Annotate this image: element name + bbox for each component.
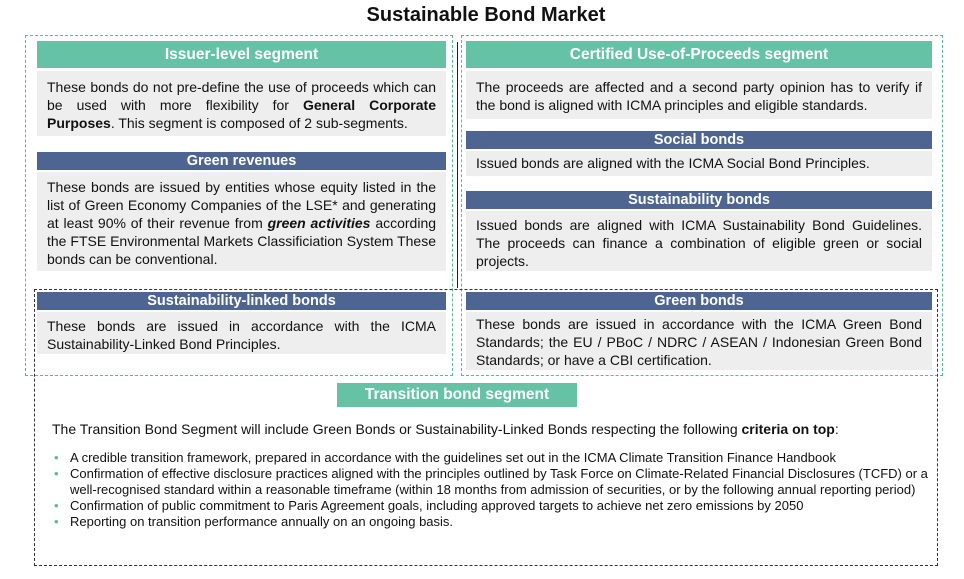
issuer-text-b: General Corporate Purposes: [47, 97, 436, 131]
green-revenues-text-a: These bonds are issued by entities whose equity listed in the list of Green Economy Companies of the LSE* and generating at least 90% of their revenue from: [47, 179, 436, 231]
list-item: [52, 514, 928, 530]
green-revenues-text-c: according the FTSE Environmental Markets Classificiation System These bonds can be conventional.: [47, 215, 437, 267]
column-divider: [457, 42, 458, 288]
list-item-text: A credible transition framework, prepared in accordance with the guidelines set out in the ICMA Climate Transition Finance Handbook: [70, 450, 836, 465]
social-bonds-header: Social bonds: [466, 131, 932, 149]
green-revenues-header: Green revenues: [37, 152, 446, 170]
certified-text: The proceeds are affected and a second party opinion has to verify if the bond is aligned with ICMA principles and eligible standards.: [466, 71, 932, 119]
list-item-text: Reporting on transition performance annually on an ongoing basis.: [70, 514, 454, 529]
transition-intro-a: The Transition Bond Segment will include Green Bonds or Sustainability-Linked Bonds respecting the following: [52, 421, 742, 437]
issuer-text-c: . This segment is composed of 2 sub-segments.: [110, 115, 408, 131]
bullet-icon: •: [54, 450, 59, 465]
bullet-icon: •: [54, 514, 59, 529]
transition-criteria-list: [52, 450, 928, 530]
issuer-text-a: These bonds do not pre-define the use of proceeds which can be used with more flexibility for: [47, 79, 436, 113]
list-item-text: Confirmation of public commitment to Paris Agreement goals, including approved targets to achieve net zero emissions by 2050: [70, 498, 804, 513]
list-item-text: Confirmation of effective disclosure practices aligned with the principles outlined by Task Force on Climate-Related Financial Disclosures (TCFD) or a well-recognised standard within a reasonable timeframe (within 18 months from admission of securities, or by the following annual reporting period): [70, 466, 928, 497]
page-title: Sustainable Bond Market: [366, 4, 606, 26]
issuer-level-header: Issuer-level segment: [37, 41, 446, 68]
sustainability-bonds-text: Issued bonds are aligned with ICMA Sustainability Bond Guidelines. The proceeds can finance a combination of eligible green or social projects.: [466, 211, 932, 271]
list-item: [52, 498, 928, 514]
transition-intro: [52, 420, 932, 438]
transition-intro-b: criteria on top: [741, 421, 835, 437]
bullet-icon: •: [54, 466, 59, 481]
transition-header: Transition bond segment: [337, 383, 577, 407]
sll-text: These bonds are issued in accordance with the ICMA Sustainability-Linked Bond Principles.: [37, 312, 446, 354]
green-revenues-text: [37, 172, 446, 271]
green-bonds-text: These bonds are issued in accordance with the ICMA Green Bond Standards; the EU / PBoC / NDRC / ASEAN / Indonesian Green Bond Standards; or have a CBI certification.: [466, 312, 932, 370]
transition-intro-c: :: [834, 421, 839, 437]
green-revenues-text-b: green activities: [267, 215, 371, 231]
issuer-level-text: [37, 71, 446, 136]
sustainability-bonds-header: Sustainability bonds: [466, 191, 932, 209]
list-item: [52, 466, 928, 498]
list-item: [52, 450, 928, 466]
certified-header: Certified Use-of-Proceeds segment: [466, 41, 932, 68]
green-bonds-header: Green bonds: [466, 292, 932, 310]
social-bonds-text: Issued bonds are aligned with the ICMA Social Bond Principles.: [466, 151, 932, 176]
sll-header: Sustainability-linked bonds: [37, 292, 446, 310]
bullet-icon: •: [54, 498, 59, 513]
